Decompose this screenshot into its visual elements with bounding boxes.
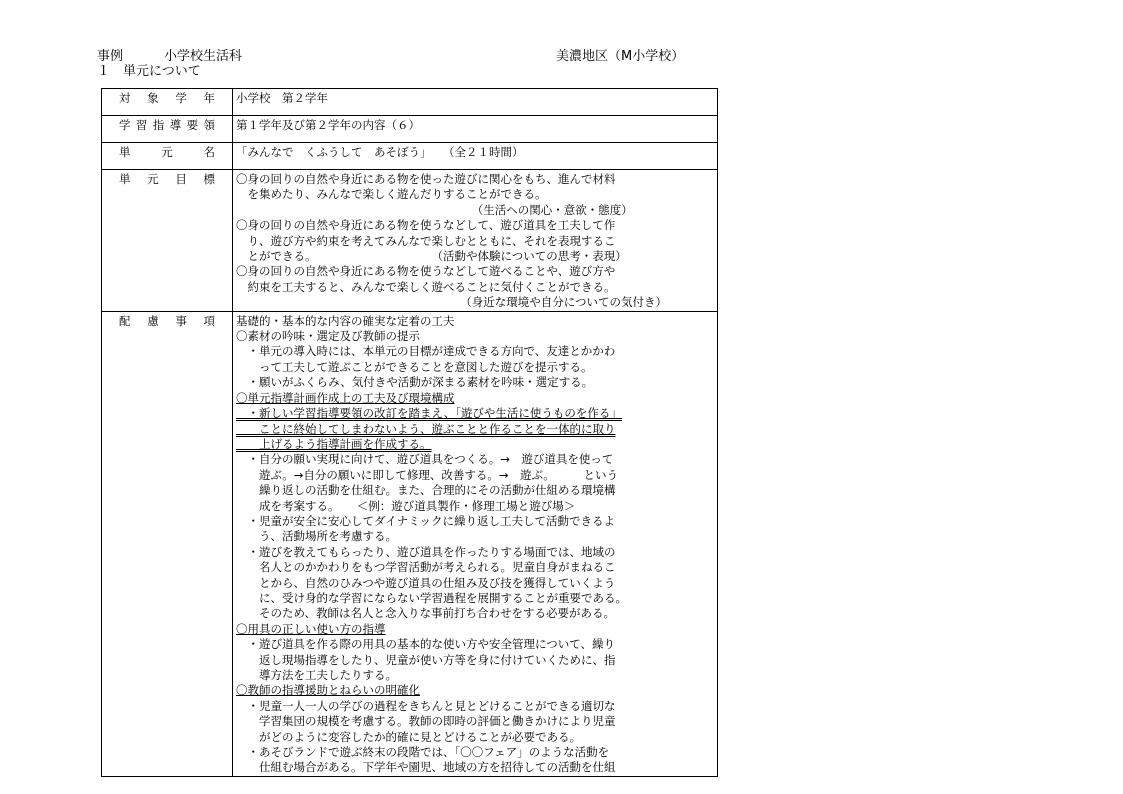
goal-line: 〇身の回りの自然や身近にある物を使うなどして、遊び道具を工夫して作 bbox=[236, 218, 616, 233]
label-course-of-study: 学習指導要領 bbox=[102, 116, 233, 143]
section-title: １ 単元について bbox=[97, 64, 201, 79]
row-considerations bbox=[102, 311, 718, 776]
consideration-line: とから、自然のひみつや遊び道具の仕組み及び技を獲得していくよう bbox=[236, 575, 616, 590]
case-label: 事例 bbox=[97, 49, 124, 64]
label-unit-name: 単元名 bbox=[102, 143, 233, 170]
label-target-grade: 対象学年 bbox=[102, 89, 233, 116]
row-unit-name bbox=[102, 143, 718, 170]
consideration-line: そのため、教師は名人と念入りな事前打ち合わせをする必要がある。 bbox=[236, 606, 616, 621]
consideration-line: がどのように変容したか的確に見とどけることが必要である。 bbox=[236, 729, 581, 744]
consideration-line: ・遊び道具を作る際の用具の基本的な使い方や安全管理について、繰り bbox=[236, 637, 616, 652]
consideration-line: ・単元の導入時には、本単元の目標が達成できる方向で、友達とかかわ bbox=[236, 344, 616, 359]
subject-label: 小学校生活科 bbox=[164, 49, 243, 64]
consideration-line: ・児童が安全に安心してダイナミックに繰り返し工夫して活動できるよ bbox=[236, 513, 616, 528]
consideration-line: 〇教師の指導援助とねらいの明確化 bbox=[236, 683, 420, 698]
consideration-line: 繰り返しの活動を仕組む。また、合理的にその活動が仕組める環境構 bbox=[236, 483, 616, 498]
consideration-line: 〇用具の正しい使い方の指導 bbox=[236, 621, 386, 636]
consideration-line: 成を考案する。 ＜例：遊び道具製作・修理工場と遊び場＞ bbox=[236, 498, 576, 513]
consideration-line: 名人とのかかわりをもつ学習活動が考えられる。児童自身がまねるこ bbox=[236, 560, 616, 575]
goal-line: 〇身の回りの自然や身近にある物を使った遊びに関心をもち、進んで材料 bbox=[236, 172, 616, 186]
consideration-line: ・自分の願い実現に向けて、遊び道具をつくる。→ 遊び道具を使って bbox=[236, 452, 614, 467]
consideration-line: ・願いがふくらみ、気付きや活動が深まる素材を吟味・選定する。 bbox=[236, 375, 594, 390]
goal-line: を集めたり、みんなで楽しく遊んだりすることができる。 bbox=[236, 187, 547, 202]
value-considerations bbox=[233, 311, 718, 776]
label-considerations: 配慮事項 bbox=[102, 311, 233, 776]
label-unit-goals: 単元目標 bbox=[102, 170, 233, 312]
row-target-grade bbox=[102, 89, 718, 116]
unit-table bbox=[101, 88, 718, 777]
consideration-line: 〇素材の吟味・選定及び教師の提示 bbox=[236, 329, 420, 344]
consideration-line: って工夫して遊ぶことができることを意図した遊びを提示する。 bbox=[236, 359, 593, 374]
value-unit-goals bbox=[233, 170, 718, 312]
consideration-line: ・あそびランドで遊ぶ終末の段階では、「〇〇フェア」のような活動を bbox=[236, 745, 610, 760]
consideration-line: ・遊びを教えてもらったり、遊び道具を作ったりする場面では、地域の bbox=[236, 544, 616, 559]
consideration-line: 遊ぶ。→自分の願いに即して修理、改善する。→ 遊ぶ。 という bbox=[236, 467, 618, 482]
consideration-line: 返し現場指導をしたり、児童が使い方等を身に付けていくために、指 bbox=[236, 652, 616, 667]
consideration-line: 学習集団の規模を考慮する。教師の即時の評価と働きかけにより児童 bbox=[236, 714, 616, 729]
consideration-line: 導方法を工夫したりする。 bbox=[236, 668, 397, 682]
row-course-of-study bbox=[102, 116, 718, 143]
consideration-line: 基礎的・基本的な内容の確実な定着の工夫 bbox=[236, 313, 455, 328]
consideration-line: ・児童一人一人の学びの過程をきちんと見とどけることができる適切な bbox=[236, 698, 616, 713]
value-unit-name: 「みんなで くふうして あそぼう」 （全２１時間） bbox=[233, 143, 718, 170]
consideration-line: ことに終始してしまわないよう、遊ぶことと作ることを一体的に取り bbox=[236, 421, 616, 436]
region-label: 美濃地区（M小学校） bbox=[556, 49, 685, 64]
consideration-line: に、受け身的な学習にならない学習過程を展開することが重要である。 bbox=[236, 590, 627, 605]
goal-line: （身近な環境や自分についての気付き） bbox=[236, 295, 668, 310]
goal-line: とができる。 （活動や体験についての思考・表現） bbox=[236, 249, 627, 264]
value-course-of-study: 第１学年及び第２学年の内容（６） bbox=[233, 116, 718, 143]
goal-line: （生活への関心・意欲・態度） bbox=[236, 202, 633, 217]
value-target-grade: 小学校 第２学年 bbox=[233, 89, 718, 116]
goal-line: 約束を工夫すると、みんなで楽しく遊べることに気付くことができる。 bbox=[236, 279, 616, 294]
consideration-line: 〇単元指導計画作成上の工夫及び環境構成 bbox=[236, 390, 455, 405]
consideration-line: 仕組む場合がある。下学年や園児、地域の方を招待しての活動を仕組 bbox=[236, 760, 616, 775]
goal-line: 〇身の回りの自然や身近にある物を使うなどして遊べることや、遊び方や bbox=[236, 264, 616, 279]
row-unit-goals bbox=[102, 170, 718, 312]
goal-line: り、遊び方や約束を考えてみんなで楽しむとともに、それを表現するこ bbox=[236, 233, 616, 248]
consideration-line: ・新しい学習指導要領の改訂を踏まえ、「遊びや生活に使うものを作る」 bbox=[236, 406, 622, 421]
consideration-line: 上げるよう指導計画を作成する。 bbox=[236, 436, 432, 451]
consideration-line: う、活動場所を考慮する。 bbox=[236, 529, 397, 544]
